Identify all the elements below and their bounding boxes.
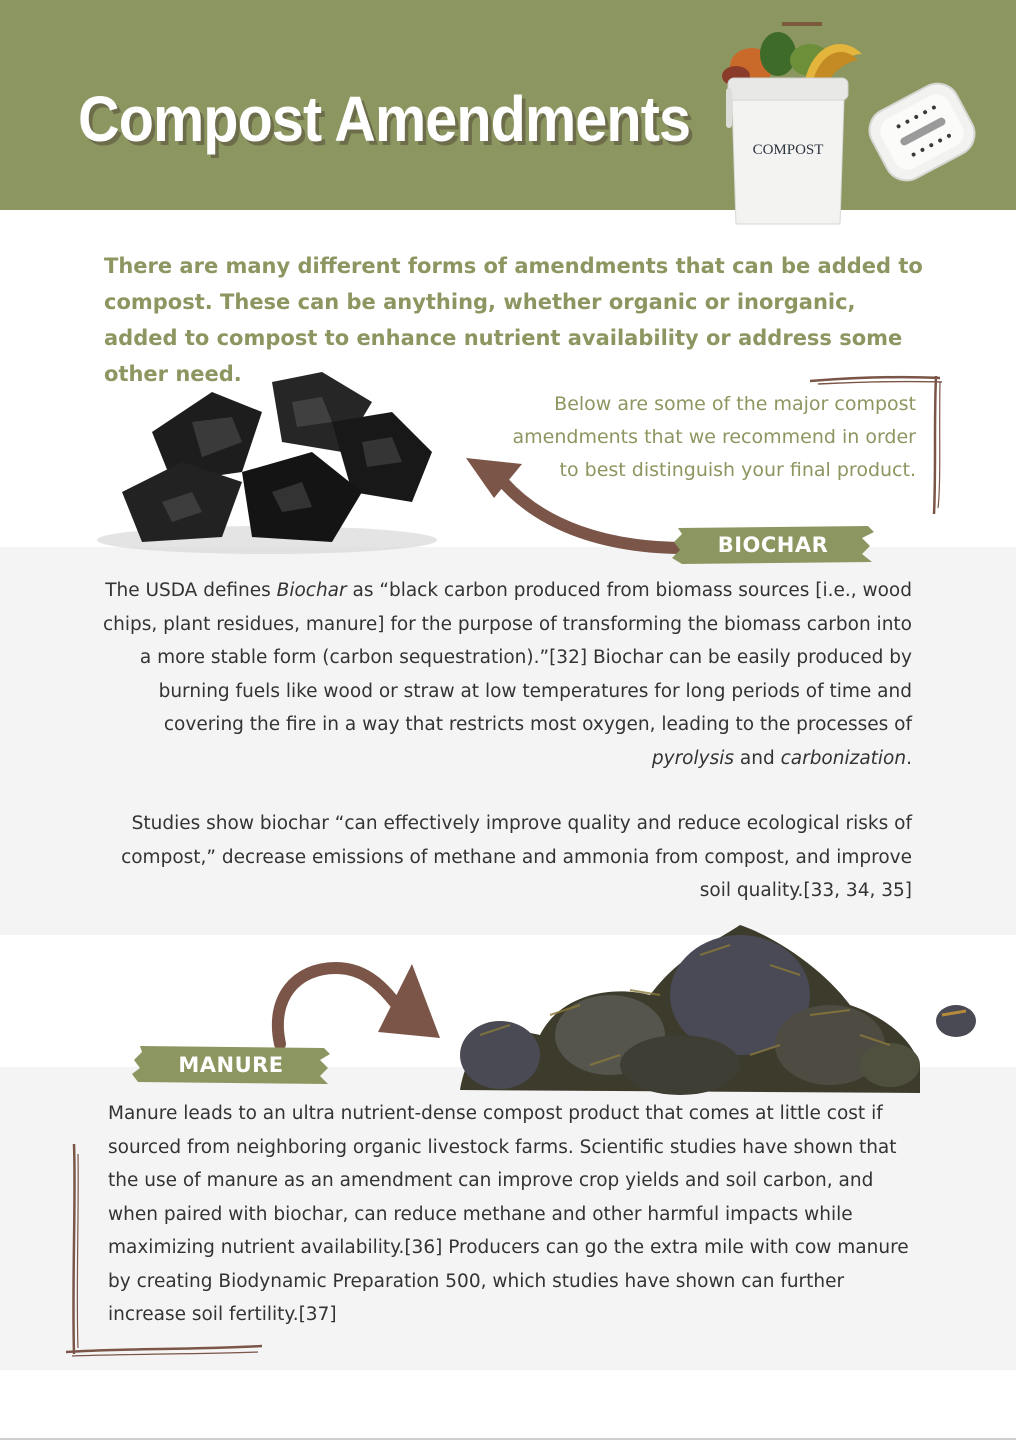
biochar-label-text: BIOCHAR xyxy=(717,533,829,557)
page-title: Compost Amendments xyxy=(78,83,691,155)
manure-paragraph: Manure leads to an ultra nutrient-dense compost product that comes at little cost if sourced from neighboring organic livestock farms. Scientific studies have shown that the use of manure as an amendment can improve crop yields and soil carbon, and when paired with biochar, can reduce methane and other harmful impacts while maximizing nutrient availability.[36] Producers can go the extra mile with cow manure by creating Biodynamic Preparation 500, which studies have shown can further increase soil fertility.[37] xyxy=(108,1103,909,1325)
bin-lid-icon xyxy=(860,70,984,194)
curved-arrow-icon xyxy=(266,958,446,1050)
manure-label xyxy=(132,1044,330,1086)
compost-bin-icon xyxy=(712,14,872,230)
manure-image xyxy=(450,915,990,1100)
callout-bracket xyxy=(808,372,948,518)
bin-label: COMPOST xyxy=(752,142,824,158)
biochar-image xyxy=(92,362,442,562)
manure-label-text: MANURE xyxy=(178,1053,284,1077)
curved-arrow-icon xyxy=(460,448,690,558)
biochar-paragraph-1: The USDA defines Biochar as “black carbon produced from biomass sources [i.e., wood chips, plant residues, manure] for the purpose of transforming the biomass carbon into a more stable form (carbon sequestration).”[32] Biochar can be easily produced by burning fuels like wood or straw at low temperatures for long periods of time and covering the fire in a way that restricts most oxygen, leading to the processes of pyrolysis and carbonization. xyxy=(102,580,912,769)
biochar-label xyxy=(672,524,874,566)
intro-text: There are many different forms of amendments that can be added to compost. These can be anything, whether organic or inorganic, added to compost to enhance nutrient availability or address some other need. xyxy=(104,254,923,386)
callout-text: Below are some of the major compost amendments that we recommend in order to best distinguish your final product. xyxy=(512,393,916,481)
biochar-paragraph-2: Studies show biochar “can effectively improve quality and reduce ecological risks of compost,” decrease emissions of methane and ammonia from compost, and improve soil quality.[33, 34, 35] xyxy=(121,813,912,901)
